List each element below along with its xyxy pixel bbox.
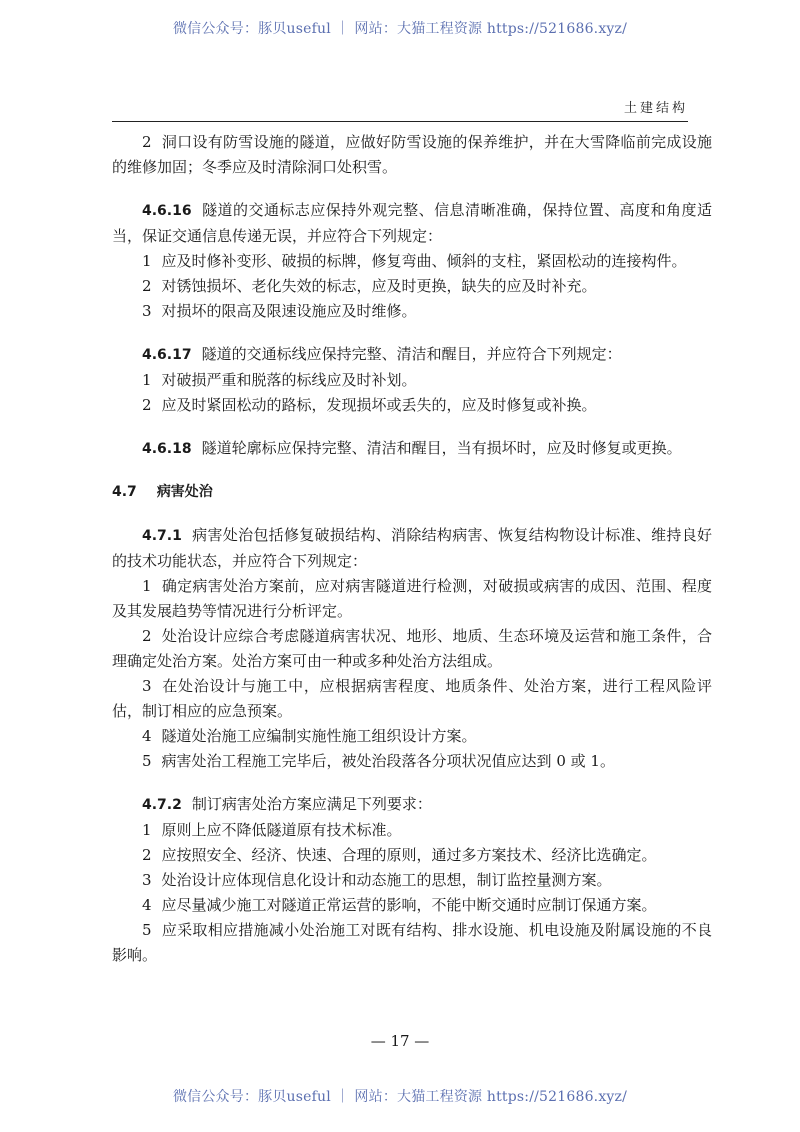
- item-text: 隧道处治施工应编制实施性施工组织设计方案。: [161, 727, 477, 745]
- item-text: 对破损严重和脱落的标线应及时补划。: [161, 371, 417, 389]
- item-number: 5: [142, 752, 152, 770]
- watermark-top: 微信公众号：豚贝useful ｜ 网站：大猫工程资源 https://521686.xyz/: [172, 21, 628, 37]
- item-text: 病害处治工程施工完毕后，被处治段落各分项状况值应达到 0 或 1。: [161, 752, 615, 770]
- item-text: 对损坏的限高及限速设施应及时维修。: [161, 302, 417, 320]
- clause-item: [112, 818, 712, 843]
- section-number: 4.7: [112, 484, 137, 500]
- item-text: 在处治设计与施工中，应根据病害程度、地质条件、处治方案，进行工程风险评估，制订相应的应急预案。: [112, 677, 712, 720]
- item-number: 3: [142, 871, 152, 889]
- item-text: 洞口设有防雪设施的隧道，应做好防雪设施的保养维护，并在大雪降临前完成设施的维修加固；冬季应及时清除洞口处积雪。: [112, 133, 712, 176]
- clause-text: 病害处治包括修复破损结构、消除结构病害、恢复结构物设计标准、维持良好的技术功能状态，并应符合下列规定：: [112, 526, 712, 570]
- item-number: 1: [142, 577, 152, 595]
- section-heading: [112, 480, 712, 505]
- clause-item: [112, 249, 712, 274]
- clause-item: [112, 724, 712, 749]
- item-number: 2: [142, 627, 152, 645]
- clause-number: 4.6.16: [142, 203, 192, 219]
- clause-4-6-16: [112, 198, 712, 249]
- item-text: 应尽量减少施工对隧道正常运营的影响，不能中断交通时应制订保通方案。: [161, 896, 657, 914]
- watermark-bottom: 微信公众号：豚贝useful ｜ 网站：大猫工程资源 https://521686.xyz/: [172, 1089, 628, 1105]
- clause-4-6-18: [112, 436, 712, 462]
- clause-4-6-17: [112, 342, 712, 368]
- clause-4-7-2: [112, 792, 712, 818]
- clause-number: 4.7.1: [142, 528, 182, 544]
- clause-text: 隧道轮廓标应保持完整、清洁和醒目，当有损坏时，应及时修复或更换。: [201, 439, 682, 457]
- page-number: — 17 —: [370, 1032, 430, 1050]
- clause-item: [112, 574, 712, 624]
- clause-text: 隧道的交通标线应保持完整、清洁和醒目，并应符合下列规定：: [201, 345, 622, 363]
- clause-number: 4.6.18: [142, 441, 192, 457]
- item-number: 2: [142, 133, 152, 151]
- item-text: 应按照安全、经济、快速、合理的原则，通过多方案技术、经济比选确定。: [161, 846, 657, 864]
- clause-item: [112, 918, 712, 968]
- clause-number: 4.6.17: [142, 347, 192, 363]
- header-rule: [112, 121, 688, 122]
- item-number: 4: [142, 896, 152, 914]
- item-number: 1: [142, 371, 152, 389]
- clause-item: [112, 393, 712, 418]
- clause-item: [112, 674, 712, 724]
- clause-4-7-1: [112, 523, 712, 574]
- item-number: 2: [142, 396, 152, 414]
- clause-number: 4.7.2: [142, 797, 182, 813]
- item-number: 1: [142, 252, 152, 270]
- clause-item: [112, 868, 712, 893]
- clause-item: [112, 749, 712, 774]
- item-text: 处治设计应综合考虑隧道病害状况、地形、地质、生态环境及运营和施工条件，合理确定处治方案。处治方案可由一种或多种处治方法组成。: [112, 627, 712, 670]
- item-number: 3: [142, 302, 152, 320]
- item-text: 对锈蚀损坏、老化失效的标志，应及时更换，缺失的应及时补充。: [161, 277, 597, 295]
- item-text: 确定病害处治方案前，应对病害隧道进行检测，对破损或病害的成因、范围、程度及其发展趋势等情况进行分析评定。: [112, 577, 712, 620]
- clause-text: 隧道的交通标志应保持外观完整、信息清晰准确，保持位置、高度和角度适当，保证交通信息传递无误，并应符合下列规定：: [112, 201, 712, 245]
- page-body: [112, 130, 712, 968]
- section-title: 病害处治: [156, 484, 213, 500]
- item-number: 4: [142, 727, 152, 745]
- clause-item: [112, 624, 712, 674]
- clause-text: 制订病害处治方案应满足下列要求：: [191, 795, 432, 813]
- item-text: 原则上应不降低隧道原有技术标准。: [161, 821, 402, 839]
- item-number: 2: [142, 277, 152, 295]
- item-text: 应及时修补变形、破损的标牌，修复弯曲、倾斜的支柱，紧固松动的连接构件。: [161, 252, 687, 270]
- clause-item: [112, 274, 712, 299]
- clause-item: [112, 843, 712, 868]
- clause-item: [112, 130, 712, 180]
- item-number: 2: [142, 846, 152, 864]
- clause-item: [112, 893, 712, 918]
- clause-item: [112, 368, 712, 393]
- item-number: 5: [142, 921, 152, 939]
- item-text: 处治设计应体现信息化设计和动态施工的思想，制订监控量测方案。: [161, 871, 612, 889]
- item-text: 应采取相应措施减小处治施工对既有结构、排水设施、机电设施及附属设施的不良影响。: [112, 921, 712, 964]
- item-text: 应及时紧固松动的路标，发现损坏或丢失的，应及时修复或补换。: [161, 396, 597, 414]
- running-header: 土建结构: [623, 101, 688, 116]
- item-number: 1: [142, 821, 152, 839]
- clause-item: [112, 299, 712, 324]
- item-number: 3: [142, 677, 152, 695]
